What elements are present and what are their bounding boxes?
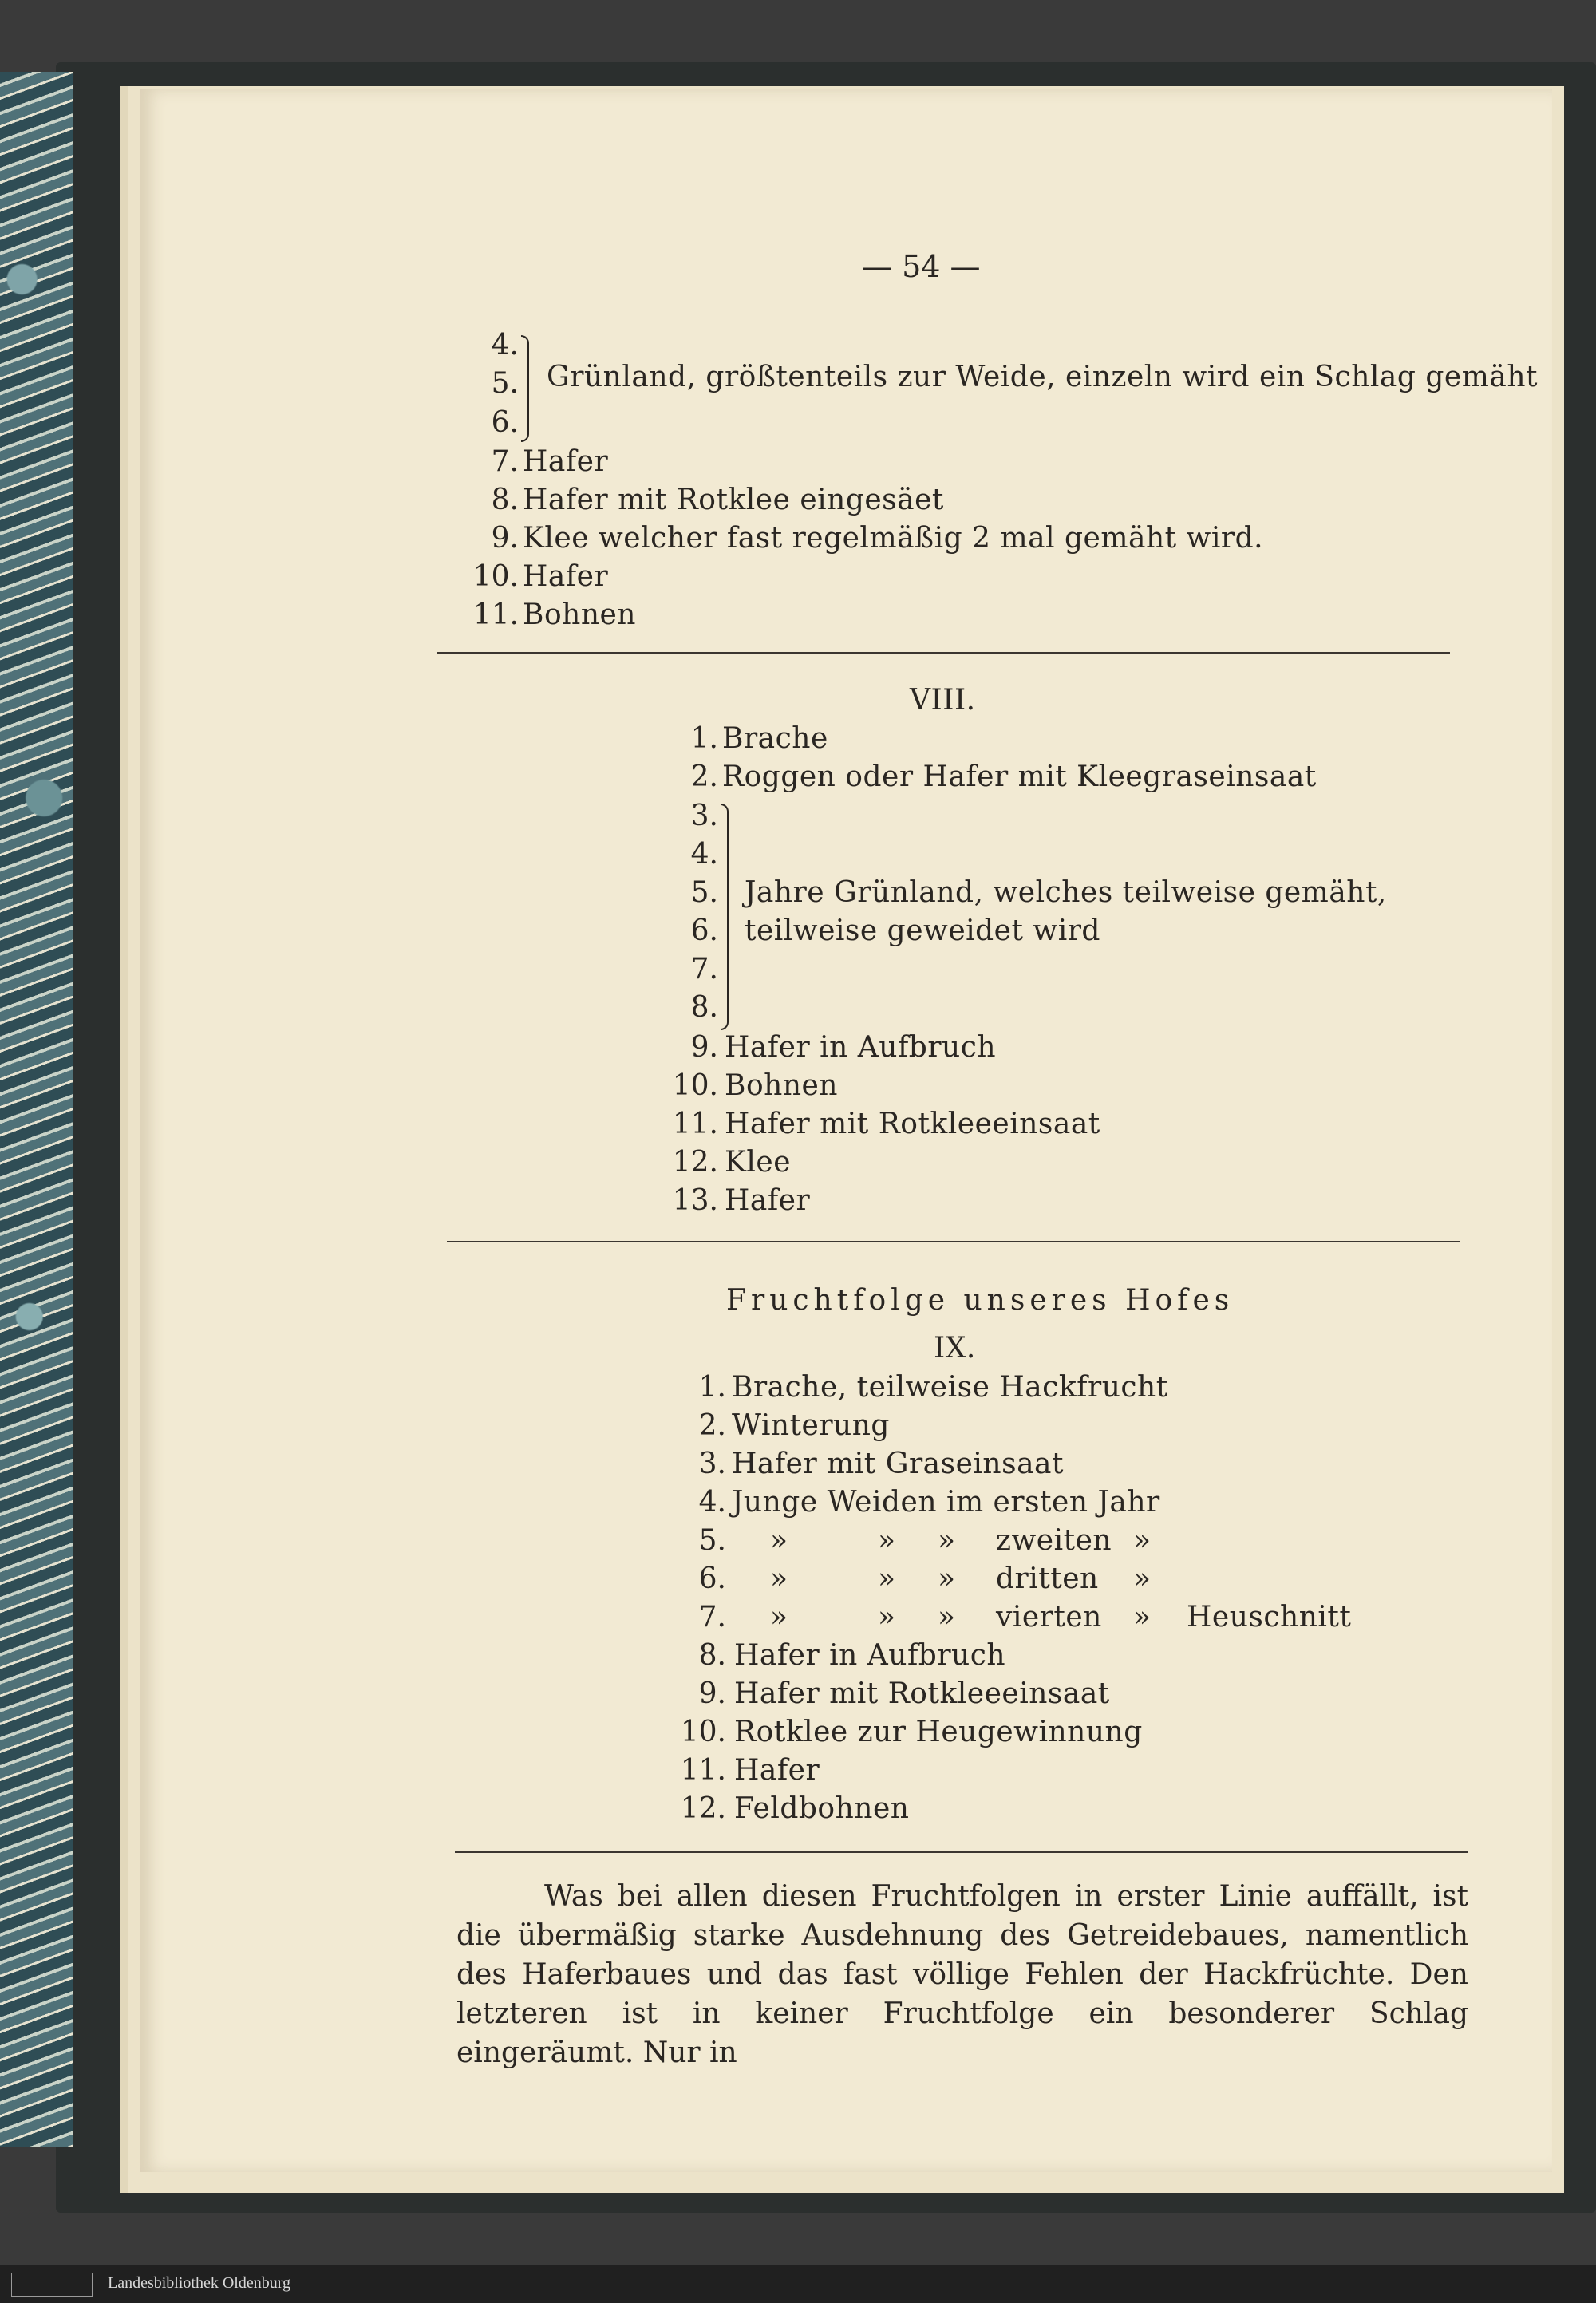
ditto-mark: » <box>878 1601 896 1633</box>
ditto-mark: » <box>770 1524 788 1557</box>
list-item-word: zweiten <box>996 1524 1112 1557</box>
book-page <box>140 89 1552 2172</box>
list-number: 12. <box>672 1146 718 1179</box>
list-number: 11. <box>472 598 519 631</box>
list-item-word: dritten <box>996 1562 1099 1595</box>
ditto-mark: » <box>938 1562 956 1595</box>
marbled-edge <box>0 72 73 2147</box>
list-number: 11. <box>672 1108 718 1140</box>
section-heading: Fruchtfolge unseres Hofes <box>726 1284 1235 1317</box>
list-item-extra: Heuschnitt <box>1187 1601 1352 1633</box>
list-number: 2. <box>698 1409 726 1442</box>
list-number: 8. <box>491 484 519 516</box>
list-number: 7. <box>491 445 519 478</box>
brace-text: Jahre Grünland, welches teilweise gemäht, <box>745 876 1387 909</box>
list-number: 10. <box>680 1716 726 1748</box>
list-number: 10. <box>472 560 519 593</box>
list-item: Klee <box>725 1146 792 1179</box>
list-number: 10. <box>672 1069 718 1102</box>
list-number: 4. <box>690 838 718 871</box>
list-item: Hafer in Aufbruch <box>734 1639 1006 1672</box>
paragraph-text: Was bei allen diesen Fruchtfolgen in erster Linie auffällt, ist die übermäßig starke Ausdehnung des Getreidebaues, namentlich des Haferbaues und das fast völlige Fehlen der Hackfrüchte. Den letzteren ist in keiner Fruchtfolge ein besonderer Schlag eingeräumt. Nur in <box>456 1880 1468 2069</box>
section-title: IX. <box>934 1332 976 1365</box>
list-item: Hafer in Aufbruch <box>725 1031 997 1064</box>
library-name: Landesbibliothek Oldenburg <box>108 2274 291 2292</box>
list-number: 9. <box>690 1031 718 1064</box>
list-number: 11. <box>680 1754 726 1787</box>
list-number: 2. <box>690 760 718 793</box>
divider <box>455 1851 1468 1853</box>
list-item: Bohnen <box>725 1069 838 1102</box>
list-number: 12. <box>680 1792 726 1825</box>
ditto-mark: » <box>1133 1601 1152 1633</box>
list-number: 1. <box>690 722 718 755</box>
brace <box>721 804 729 1030</box>
ditto-mark: » <box>770 1601 788 1633</box>
list-item: Junge Weiden im ersten Jahr <box>732 1486 1160 1519</box>
list-number: 13. <box>672 1184 718 1217</box>
list-item: Rotklee zur Heugewinnung <box>734 1716 1143 1748</box>
list-number: 6. <box>698 1562 726 1595</box>
ditto-mark: » <box>938 1524 956 1557</box>
list-number: 9. <box>698 1677 726 1710</box>
ditto-mark: » <box>1133 1562 1152 1595</box>
list-number: 6. <box>491 406 519 439</box>
list-item: Hafer mit Rotklee eingesäet <box>523 484 944 516</box>
list-item: Hafer <box>523 445 609 478</box>
ditto-mark: » <box>878 1524 896 1557</box>
list-number: 5. <box>491 367 519 400</box>
brace-text: Grünland, größtenteils zur Weide, einzeln wird ein Schlag gemäht <box>547 361 1538 393</box>
list-number: 6. <box>690 914 718 947</box>
list-item: Winterung <box>732 1409 890 1442</box>
list-item: Brache <box>722 722 828 755</box>
list-number: 7. <box>698 1601 726 1633</box>
list-number: 4. <box>491 329 519 361</box>
list-item-word: vierten <box>996 1601 1102 1633</box>
list-item: Hafer <box>734 1754 820 1787</box>
body-paragraph <box>456 1877 1468 2072</box>
list-number: 1. <box>698 1371 726 1404</box>
list-number: 9. <box>491 522 519 555</box>
ditto-mark: » <box>878 1562 896 1595</box>
list-number: 5. <box>690 876 718 909</box>
list-item: Hafer mit Rotkleeeinsaat <box>734 1677 1110 1710</box>
list-number: 5. <box>698 1524 726 1557</box>
section-title: VIII. <box>910 684 976 717</box>
list-item: Klee welcher fast regelmäßig 2 mal gemäht wird. <box>523 522 1264 555</box>
list-item: Bohnen <box>523 598 636 631</box>
list-number: 4. <box>698 1486 726 1519</box>
library-logo-icon <box>11 2273 93 2297</box>
list-item: Hafer <box>523 560 609 593</box>
list-item: Brache, teilweise Hackfrucht <box>732 1371 1168 1404</box>
footer-bar <box>0 2265 1596 2303</box>
list-item: Feldbohnen <box>734 1792 910 1825</box>
brace-text: teilweise geweidet wird <box>745 914 1100 947</box>
page-number: — 54 — <box>862 249 981 284</box>
list-item: Hafer mit Graseinsaat <box>732 1448 1064 1480</box>
divider <box>437 652 1450 654</box>
list-number: 3. <box>698 1448 726 1480</box>
list-item: Hafer <box>725 1184 811 1217</box>
ditto-mark: » <box>770 1562 788 1595</box>
ditto-mark: » <box>1133 1524 1152 1557</box>
list-number: 8. <box>698 1639 726 1672</box>
list-item: Hafer mit Rotkleeeinsaat <box>725 1108 1100 1140</box>
list-number: 7. <box>690 953 718 986</box>
brace <box>521 335 529 442</box>
ditto-mark: » <box>938 1601 956 1633</box>
divider <box>447 1241 1460 1242</box>
list-number: 8. <box>690 991 718 1024</box>
list-number: 3. <box>690 800 718 832</box>
list-item: Roggen oder Hafer mit Kleegraseinsaat <box>722 760 1317 793</box>
